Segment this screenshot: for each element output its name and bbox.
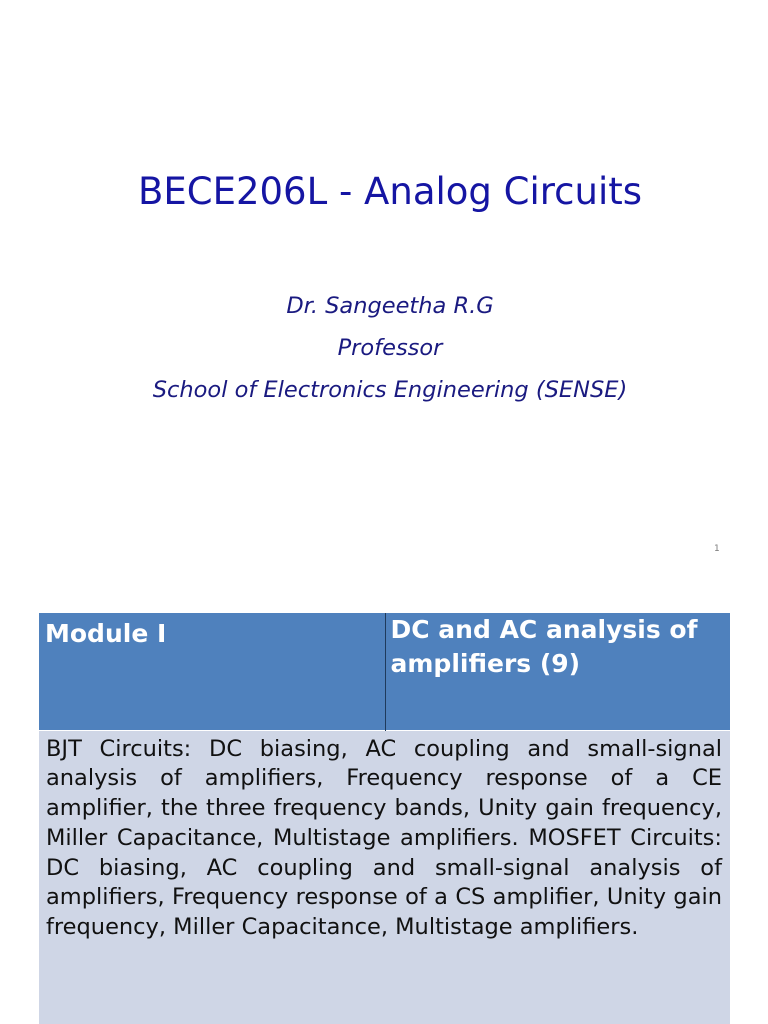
module-header-row: [39, 613, 730, 730]
author-block: [0, 285, 768, 411]
slide-title: BECE206L - Analog Circuits: [137, 170, 643, 213]
module-label: Module I: [45, 619, 167, 648]
author-position: Professor: [337, 335, 443, 361]
module-topic: DC and AC analysis of amplifiers (9): [390, 615, 698, 678]
page-number: 1: [714, 544, 720, 554]
module-content-row: [39, 730, 730, 1024]
module-table: [39, 613, 730, 1024]
author-school: School of Electronics Engineering (SENSE): [152, 377, 628, 403]
module-topic-cell: [385, 613, 730, 730]
module-label-cell: [39, 613, 385, 730]
module-content-cell: [39, 730, 730, 1024]
module-content: BJT Circuits: DC biasing, AC coupling and small-signal analysis of amplifiers, Frequency response of a CE amplifier, the three frequency bands, Unity gain frequency, Miller Capacitance, Multistage amplifiers. MOSFET Circuits: DC biasing, AC coupling and small-signal analysis of amplifiers, Frequency response of a CS amplifier, Unity gain frequency, Miller Capacitance, Multistage amplifiers.: [46, 735, 722, 941]
author-name: Dr. Sangeetha R.G: [286, 293, 494, 319]
